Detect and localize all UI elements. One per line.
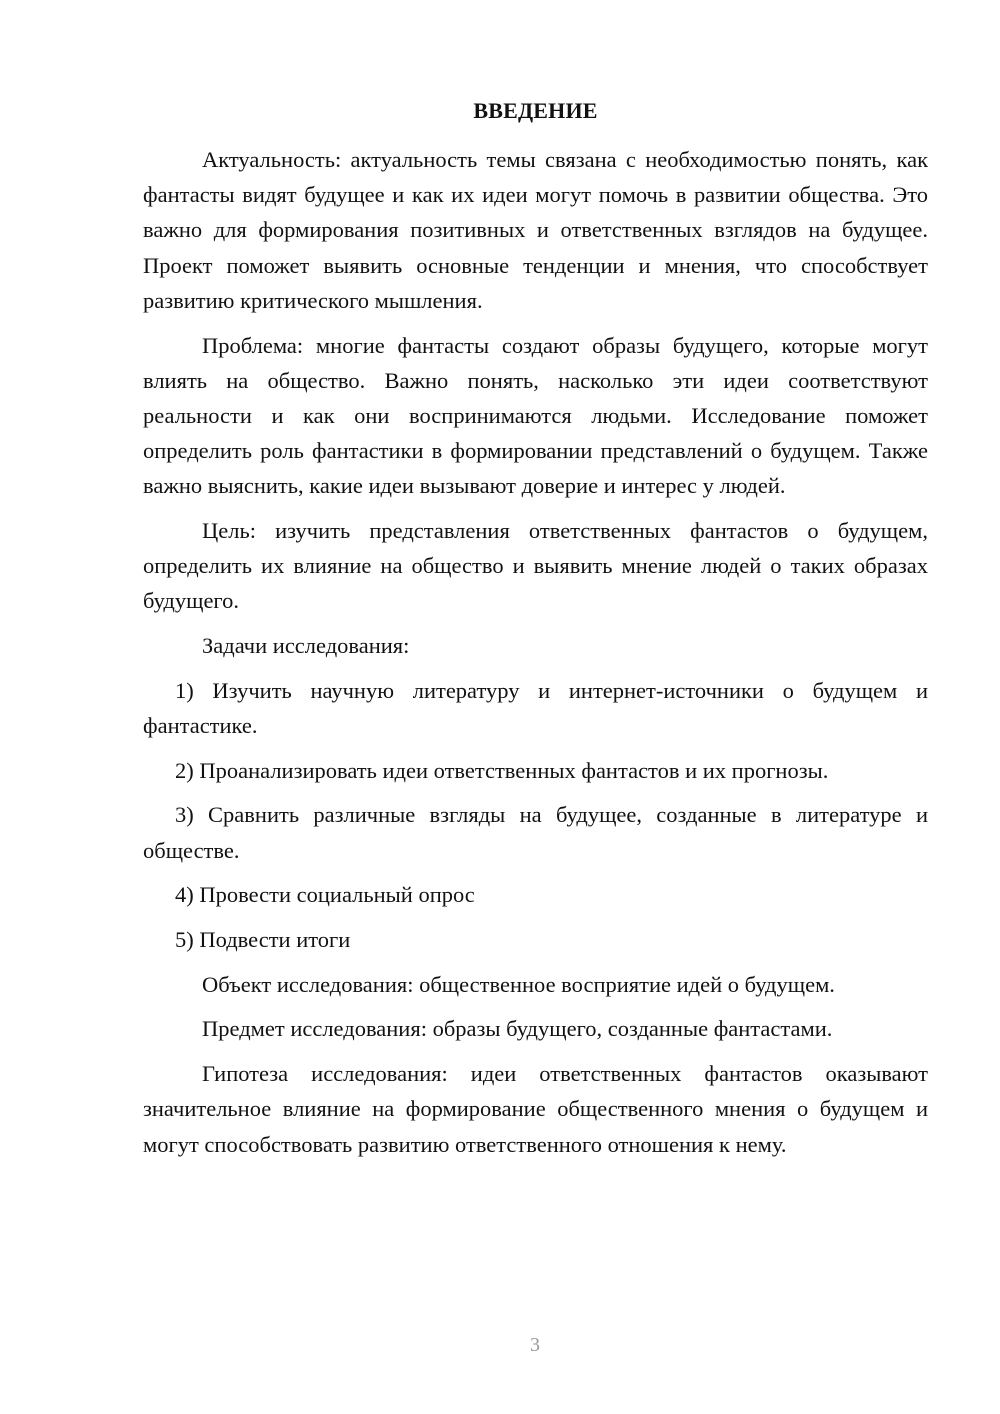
paragraph-problem: Проблема: многие фантасты создают образы будущего, которые могут влиять на общество. Важно понять, насколько эти идеи соответствуют реальности и как они воспринимаются людьми. Исследование поможет определить роль фантастики в формировании представлений о будущем. Также важно выяснить, какие идеи вызывают доверие и интерес у людей. <box>143 332 928 499</box>
paragraph-object: Объект исследования: общественное восприятие идей о будущем. <box>202 971 835 997</box>
body-text <box>143 142 928 1171</box>
page-number: 3 <box>530 1334 540 1356</box>
paragraph-relevance: Актуальность: актуальность темы связана с необходимостью понять, как фантасты видят будущее и как их идеи могут помочь в развитии общества. Это важно для формирования позитивных и ответственных взглядов на будущее. Проект поможет выявить основные тенденции и мнения, что способствует развитию критического мышления. <box>143 147 928 313</box>
task-item-5: 5) Подвести итоги <box>175 927 351 953</box>
task-item-2: 2) Проанализировать идеи ответственных фантастов и их прогнозы. <box>175 757 829 783</box>
paragraph-goal: Цель: изучить представления ответственных фантастов о будущем, определить их влияние на общество и выявить мнение людей о таких образах будущего. <box>143 518 928 614</box>
task-item-3: 3) Сравнить различные взгляды на будущее, созданные в литературе и обществе. <box>143 802 928 863</box>
paragraph-subject: Предмет исследования: образы будущего, созданные фантастами. <box>202 1016 833 1042</box>
paragraph-tasks-heading: Задачи исследования: <box>202 633 410 659</box>
section-title: ВВЕДЕНИЕ <box>473 98 598 123</box>
task-item-4: 4) Провести социальный опрос <box>175 882 475 908</box>
task-item-1: 1) Изучить научную литературу и интернет-источники о будущем и фантастике. <box>143 677 928 739</box>
paragraph-hypothesis: Гипотеза исследования: идеи ответственных фантастов оказывают значительное влияние на формирование общественного мнения о будущем и могут способствовать развитию ответственного отношения к нему. <box>143 1061 928 1157</box>
